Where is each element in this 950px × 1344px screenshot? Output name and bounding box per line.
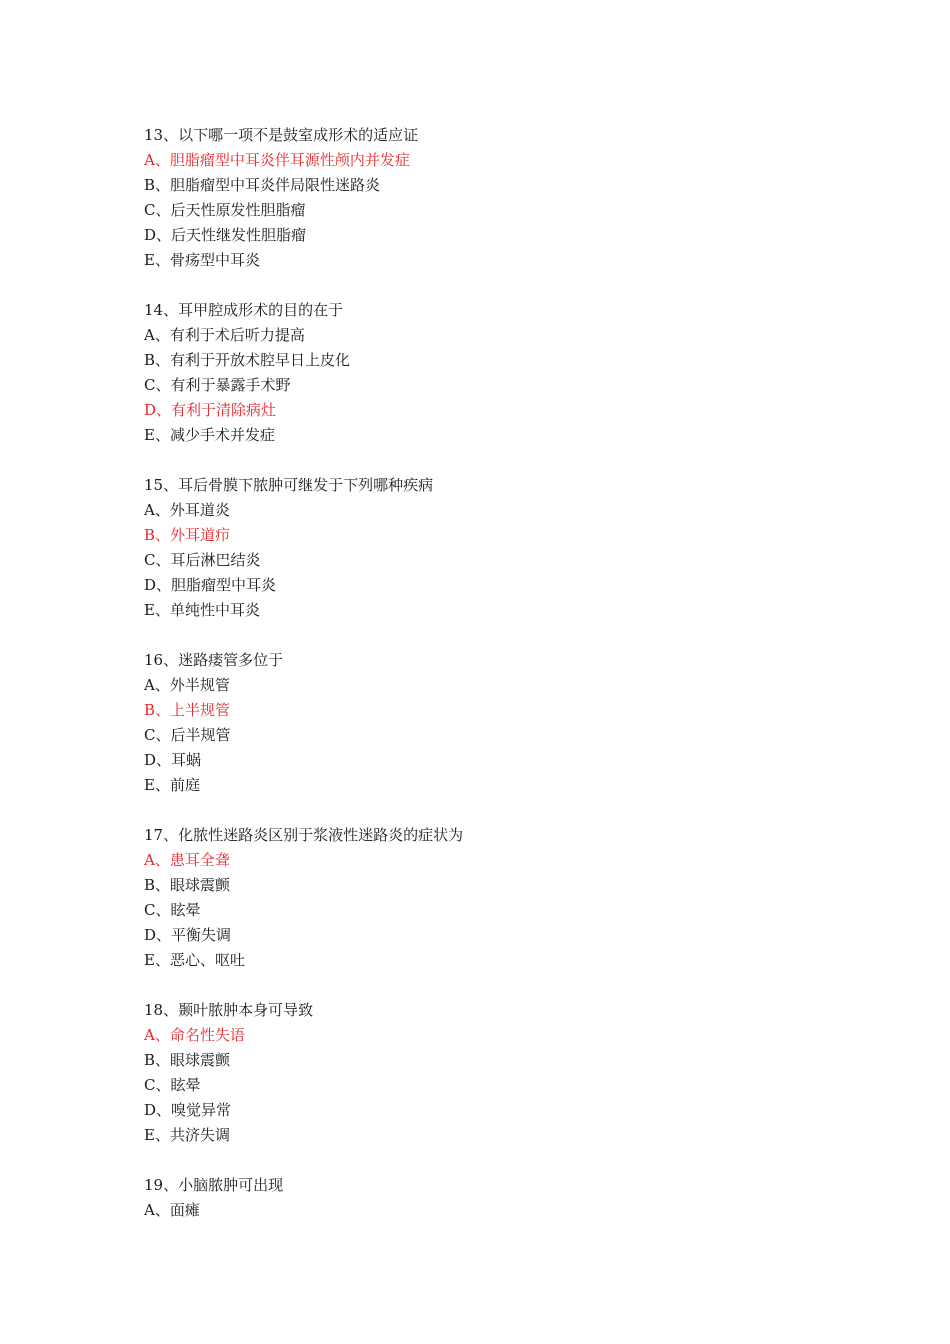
answer-option: D、胆脂瘤型中耳炎 <box>144 576 277 594</box>
answer-option-correct: B、上半规管 <box>144 701 231 719</box>
answer-option-correct: D、有利于清除病灶 <box>144 401 277 419</box>
answer-option: C、眩晕 <box>144 1076 201 1094</box>
question-stem: 15、耳后骨膜下脓肿可继发于下列哪种疾病 <box>144 476 434 494</box>
answer-option: E、前庭 <box>144 776 200 794</box>
question-block <box>144 298 844 448</box>
question-block <box>144 473 844 623</box>
question-stem: 18、颞叶脓肿本身可导致 <box>144 1001 314 1019</box>
answer-option: C、后半规管 <box>144 726 231 744</box>
answer-option: E、单纯性中耳炎 <box>144 601 260 619</box>
question-stem: 17、化脓性迷路炎区别于浆液性迷路炎的症状为 <box>144 826 464 844</box>
answer-option-correct: B、外耳道疖 <box>144 526 231 544</box>
question-stem: 16、迷路瘘管多位于 <box>144 651 284 669</box>
answer-option: C、眩晕 <box>144 901 201 919</box>
answer-option: E、骨疡型中耳炎 <box>144 251 260 269</box>
answer-option: C、后天性原发性胆脂瘤 <box>144 201 306 219</box>
question-block <box>144 123 844 273</box>
question-stem: 14、耳甲腔成形术的目的在于 <box>144 301 344 319</box>
answer-option: B、眼球震颤 <box>144 876 231 894</box>
answer-option: D、平衡失调 <box>144 926 232 944</box>
answer-option: E、减少手术并发症 <box>144 426 275 444</box>
answer-option: C、有利于暴露手术野 <box>144 376 291 394</box>
question-block <box>144 648 844 798</box>
answer-option: A、有利于术后听力提高 <box>144 326 305 344</box>
question-stem: 13、以下哪一项不是鼓室成形术的适应证 <box>144 126 419 144</box>
answer-option-correct: A、患耳全聋 <box>144 851 230 869</box>
answer-option: A、外耳道炎 <box>144 501 230 519</box>
answer-option: E、恶心、呕吐 <box>144 951 245 969</box>
question-list <box>144 123 844 1248</box>
answer-option-correct: A、胆脂瘤型中耳炎伴耳源性颅内并发症 <box>144 151 410 169</box>
answer-option: A、外半规管 <box>144 676 230 694</box>
answer-option: A、面瘫 <box>144 1201 200 1219</box>
answer-option: D、后天性继发性胆脂瘤 <box>144 226 307 244</box>
question-block <box>144 998 844 1148</box>
question-block <box>144 1173 844 1223</box>
answer-option: B、胆脂瘤型中耳炎伴局限性迷路炎 <box>144 176 381 194</box>
answer-option: B、有利于开放术腔早日上皮化 <box>144 351 351 369</box>
answer-option-correct: A、命名性失语 <box>144 1026 245 1044</box>
answer-option: D、耳蜗 <box>144 751 202 769</box>
question-stem: 19、小脑脓肿可出现 <box>144 1176 284 1194</box>
answer-option: B、眼球震颤 <box>144 1051 231 1069</box>
answer-option: E、共济失调 <box>144 1126 230 1144</box>
answer-option: D、嗅觉异常 <box>144 1101 232 1119</box>
answer-option: C、耳后淋巴结炎 <box>144 551 261 569</box>
question-block <box>144 823 844 973</box>
